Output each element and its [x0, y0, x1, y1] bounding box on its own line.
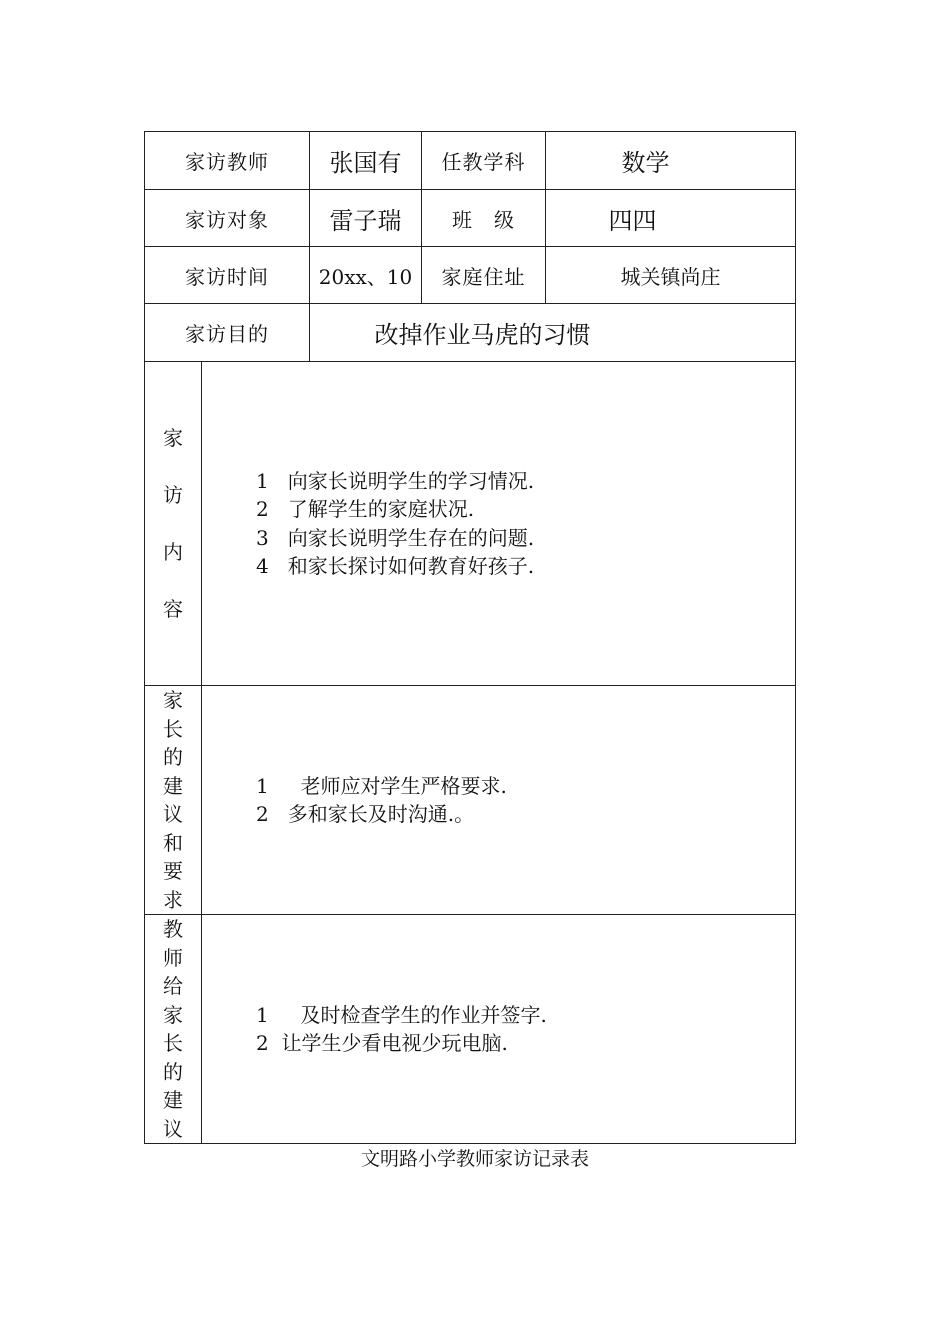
label-char: 议 [163, 802, 183, 826]
visit-content-body [202, 362, 796, 686]
label-char: 和 [163, 830, 183, 855]
home-visit-record-table [144, 131, 796, 1144]
label-char: 师 [163, 945, 183, 970]
visit-content-list [202, 467, 795, 581]
label-char: 内 [163, 539, 183, 564]
row-purpose [145, 304, 796, 362]
teacher-suggestions-list [202, 1001, 795, 1058]
label-char: 家 [163, 688, 183, 712]
teacher-suggestions-body [202, 915, 796, 1144]
label-char: 求 [163, 887, 183, 912]
list-item: 2 让学生少看电视少玩电脑. [256, 1031, 508, 1055]
label-char: 容 [163, 596, 183, 621]
row-visit-content [145, 362, 796, 686]
row-student [145, 190, 796, 247]
parent-suggestions-body [202, 686, 796, 915]
parent-suggestions-label [145, 686, 202, 915]
row-parent-suggestions [145, 686, 796, 915]
list-item: 2 多和家长及时沟通.。 [256, 802, 475, 826]
address-label: 家庭住址 [422, 247, 546, 304]
class-value: 四四 [546, 190, 796, 247]
address-value: 城关镇尚庄 [546, 247, 796, 304]
visit-content-label [145, 362, 202, 686]
purpose-label: 家访目的 [145, 304, 310, 362]
teacher-label: 家访教师 [145, 132, 310, 190]
label-char: 给 [163, 974, 183, 998]
purpose-value: 改掉作业马虎的习惯 [310, 304, 796, 362]
label-char: 长 [163, 716, 183, 741]
row-teacher-suggestions [145, 915, 796, 1144]
student-label: 家访对象 [145, 190, 310, 247]
parent-suggestions-list [202, 772, 795, 829]
label-char: 家 [163, 1002, 183, 1027]
label-char: 教 [163, 917, 183, 941]
label-char: 访 [163, 482, 183, 507]
label-char: 要 [163, 859, 183, 883]
time-label: 家访时间 [145, 247, 310, 304]
label-char: 的 [163, 1059, 183, 1084]
list-item: 1 老师应对学生严格要求. [256, 773, 507, 798]
teacher-suggestions-label [145, 915, 202, 1144]
label-char: 建 [163, 1088, 183, 1112]
table-caption: 文明路小学教师家访记录表 [360, 1148, 589, 1170]
list-item: 2 了解学生的家庭状况. [256, 497, 475, 521]
time-value: 20xx、10 [310, 247, 422, 304]
label-char: 议 [163, 1116, 183, 1141]
subject-label: 任教学科 [422, 132, 546, 190]
student-value: 雷子瑞 [310, 190, 422, 247]
label-char: 长 [163, 1031, 183, 1055]
label-char: 的 [163, 745, 183, 769]
list-item: 1 及时检查学生的作业并签字. [256, 1002, 547, 1027]
subject-value: 数学 [546, 132, 796, 190]
label-char: 建 [163, 773, 183, 798]
label-char: 家 [163, 425, 183, 450]
row-time [145, 247, 796, 304]
list-item: 1 向家长说明学生的学习情况. [256, 468, 535, 493]
teacher-value: 张国有 [310, 132, 422, 190]
list-item: 3 向家长说明学生存在的问题. [256, 525, 535, 550]
row-teacher [145, 132, 796, 190]
class-label: 班 级 [422, 190, 546, 247]
list-item: 4 和家长探讨如何教育好孩子. [256, 554, 535, 578]
